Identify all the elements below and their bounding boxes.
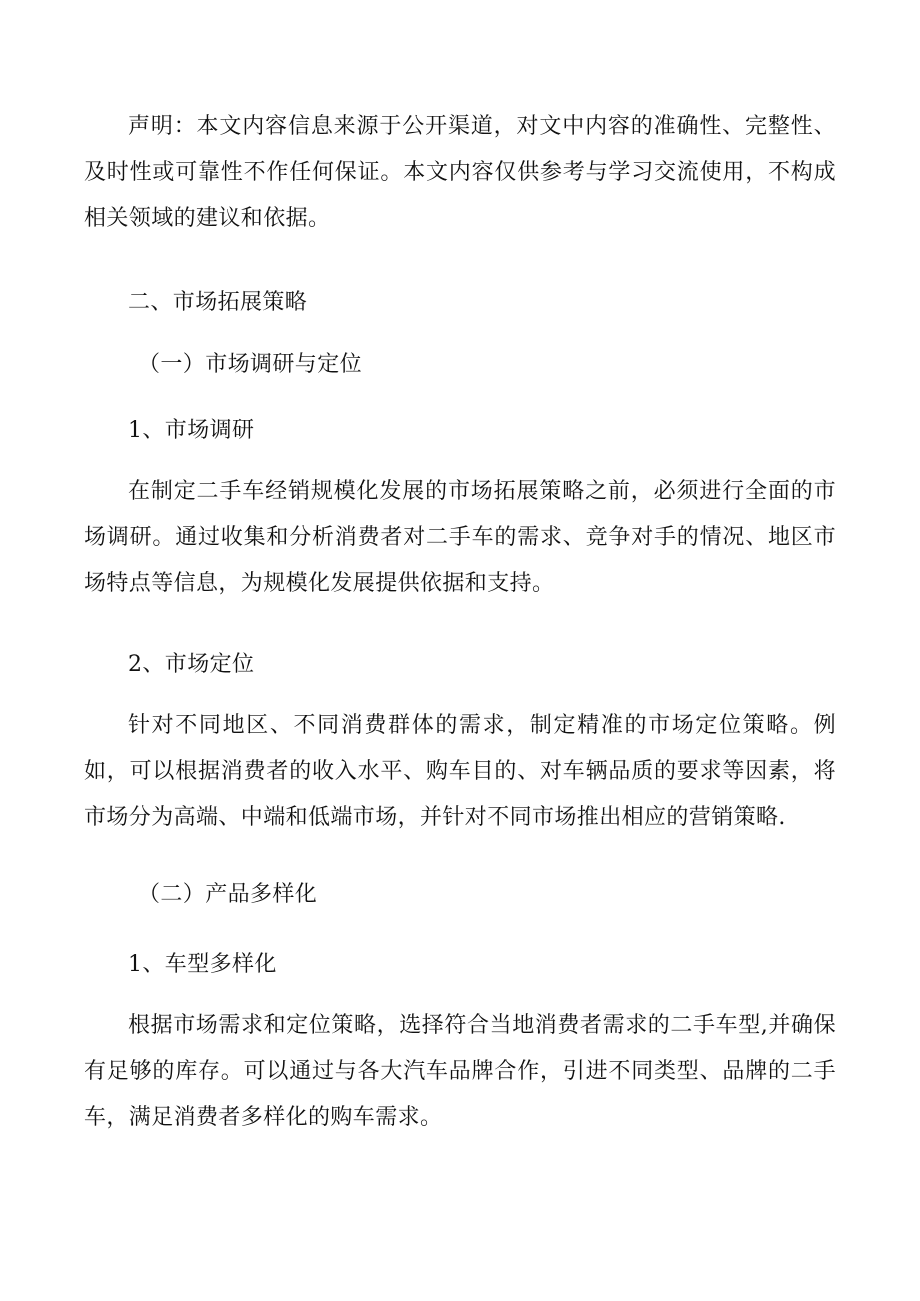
section-title: 二、市场拓展策略 bbox=[128, 290, 308, 315]
paragraph-market-positioning: 针对不同地区、不同消费群体的需求，制定精准的市场定位策略。例如，可以根据消费者的收入水平、购车目的、对车辆品质的要求等因素，将市场分为高端、中端和低端市场，并针对不同市场推出相应的营销策略. bbox=[84, 713, 836, 830]
subsection-title-market-research-positioning: （一）市场调研与定位 bbox=[138, 352, 363, 377]
paragraph-vehicle-diversification: 根据市场需求和定位策略，选择符合当地消费者需求的二手车型,并确保有足够的库存。可以通过与各大汽车品牌合作，引进不同类型、品牌的二手车，满足消费者多样化的购车需求。 bbox=[84, 1013, 836, 1130]
paragraph-market-research: 在制定二手车经销规模化发展的市场拓展策略之前，必须进行全面的市场调研。通过收集和分析消费者对二手车的需求、竞争对手的情况、地区市场特点等信息，为规模化发展提供依据和支持。 bbox=[84, 479, 836, 596]
item-title-market-positioning: 2、市场定位 bbox=[128, 652, 255, 677]
disclaimer-paragraph: 声明：本文内容信息来源于公开渠道，对文中内容的准确性、完整性、及时性或可靠性不作任何保证。本文内容仅供参考与学习交流使用，不构成相关领域的建议和依据。 bbox=[84, 114, 836, 231]
item-title-vehicle-diversification: 1、车型多样化 bbox=[128, 952, 277, 977]
subsection-title-product-diversification: （二）产品多样化 bbox=[138, 882, 318, 907]
item-title-market-research: 1、市场调研 bbox=[128, 418, 255, 443]
